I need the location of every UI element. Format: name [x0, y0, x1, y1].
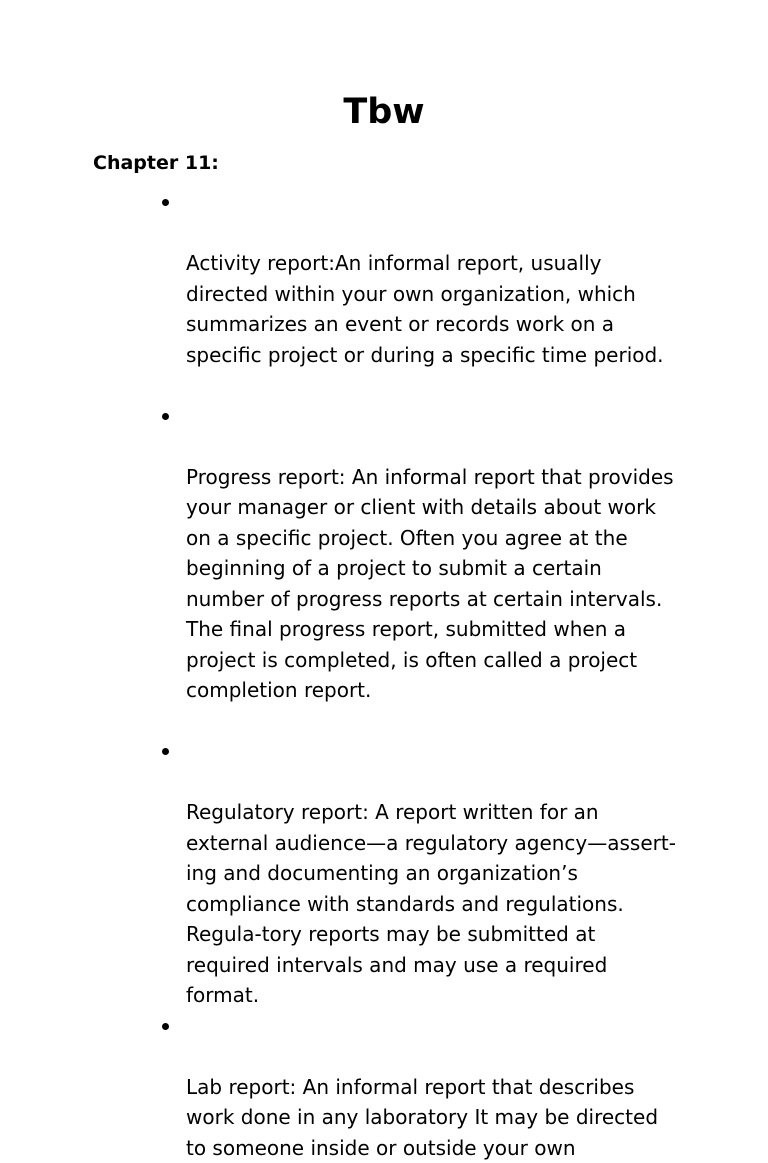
list-item-text: Regulatory report: A report written for an external audience—a regulatory agency—assert- ing and documenting an organization’s compliance with standards and regulations. Regula-tory reports may be submitted at required intervals and may use a required format. — [186, 800, 676, 1007]
list-item-lab-report — [158, 1011, 698, 1163]
chapter-heading: Chapter 11: — [93, 148, 219, 178]
list-item-activity-report — [158, 187, 698, 370]
list-item-progress-report — [158, 401, 698, 706]
list-item-text: Activity report:An informal report, usually directed within your own organization, which summarizes an event or records work on a specific project or during a specific time period. — [186, 251, 664, 367]
list-item-text: Lab report: An informal report that describes work done in any laboratory It may be directed to someone inside or outside your own — [186, 1075, 658, 1160]
list-item-regulatory-report — [158, 736, 698, 1011]
definitions-list — [158, 187, 698, 1163]
document-title: Tbw — [0, 89, 768, 135]
list-item-text: Progress report: An informal report that provides your manager or client with details about work on a specific project. Often you agree at the beginning of a project to submit a certain number of progress reports at certain intervals. The final progress report, submitted when a project is completed, is often called a project completion report. — [186, 465, 674, 703]
bullet-icon — [162, 748, 169, 755]
bullet-icon — [162, 413, 169, 420]
bullet-icon — [162, 199, 169, 206]
